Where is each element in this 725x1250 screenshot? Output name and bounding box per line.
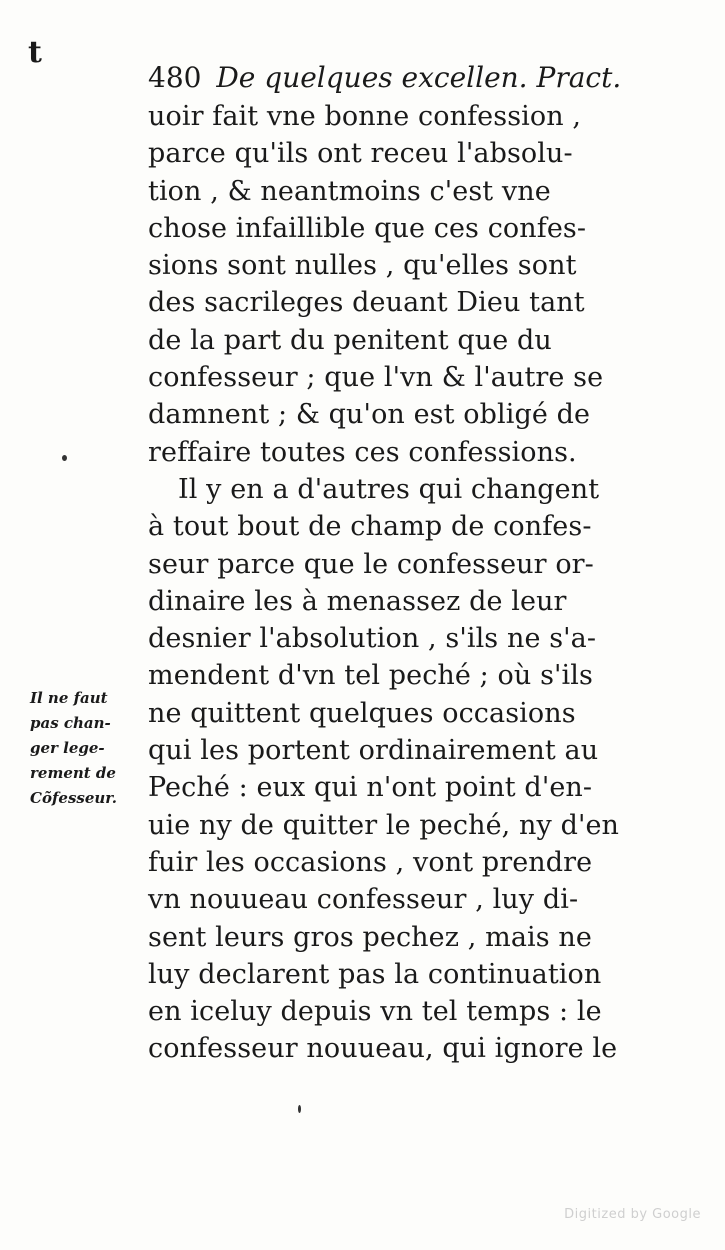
paragraph-start-line: Il y en a d'autres qui changent — [178, 473, 600, 505]
text-line: ne quittent quelques occasions — [148, 697, 576, 729]
running-head-title: De quelques excellen. Pract. — [216, 61, 622, 94]
text-line: luy declarent pas la continuation — [148, 958, 602, 990]
margin-note-line: pas chan- — [30, 714, 111, 732]
running-head — [148, 60, 628, 96]
text-line: de la part du penitent que du — [148, 324, 552, 356]
ink-speck — [62, 455, 67, 461]
text-line: uie ny de quitter le peché, ny d'en — [148, 809, 620, 841]
text-line: qui les portent ordinairement au — [148, 735, 599, 767]
margin-note-line: ger lege- — [30, 739, 105, 757]
text-line: sions sont nulles , qu'elles sont — [148, 250, 577, 282]
text-line: desnier l'absolution , s'ils ne s'a- — [148, 623, 597, 655]
text-line: uoir fait vne bonne confession , — [148, 101, 582, 132]
body-text — [148, 98, 638, 1068]
text-line: Peché : eux qui n'ont point d'en- — [148, 772, 593, 804]
text-line: confesseur nouueau, qui ignore le — [148, 1033, 618, 1065]
text-line: parce qu'ils ont receu l'absolu- — [148, 138, 573, 170]
text-line: damnent ; & qu'on est obligé de — [148, 399, 591, 431]
margin-note-line: rement de — [30, 764, 116, 782]
digitized-watermark: Digitized by Google — [564, 1207, 701, 1222]
text-line: des sacrileges deuant Dieu tant — [148, 287, 585, 319]
text-line: sent leurs gros pechez , mais ne — [148, 921, 592, 953]
margin-note — [30, 686, 148, 811]
text-line: mendent d'vn tel peché ; où s'ils — [148, 660, 593, 692]
margin-note-line: Il ne faut — [30, 689, 108, 707]
text-line: confesseur ; que l'vn & l'autre se — [148, 362, 604, 394]
corner-mark: t — [28, 35, 42, 70]
text-line: à tout bout de champ de confes- — [148, 511, 592, 543]
text-line: reffaire toutes ces confessions. — [148, 436, 577, 468]
text-line: seur parce que le confesseur or- — [148, 548, 594, 580]
text-line: en iceluy depuis vn tel temps : le — [148, 996, 602, 1028]
page-number: 480 — [148, 61, 202, 94]
text-line: chose infaillible que ces confes- — [148, 212, 587, 244]
text-line: tion , & neantmoins c'est vne — [148, 175, 551, 207]
ink-speck — [298, 1105, 301, 1113]
text-line: dinaire les à menassez de leur — [148, 585, 567, 617]
text-line: fuir les occasions , vont prendre — [148, 846, 593, 878]
text-line: vn nouueau confesseur , luy di- — [148, 884, 579, 916]
margin-note-line: Cõfesseur. — [30, 789, 118, 807]
